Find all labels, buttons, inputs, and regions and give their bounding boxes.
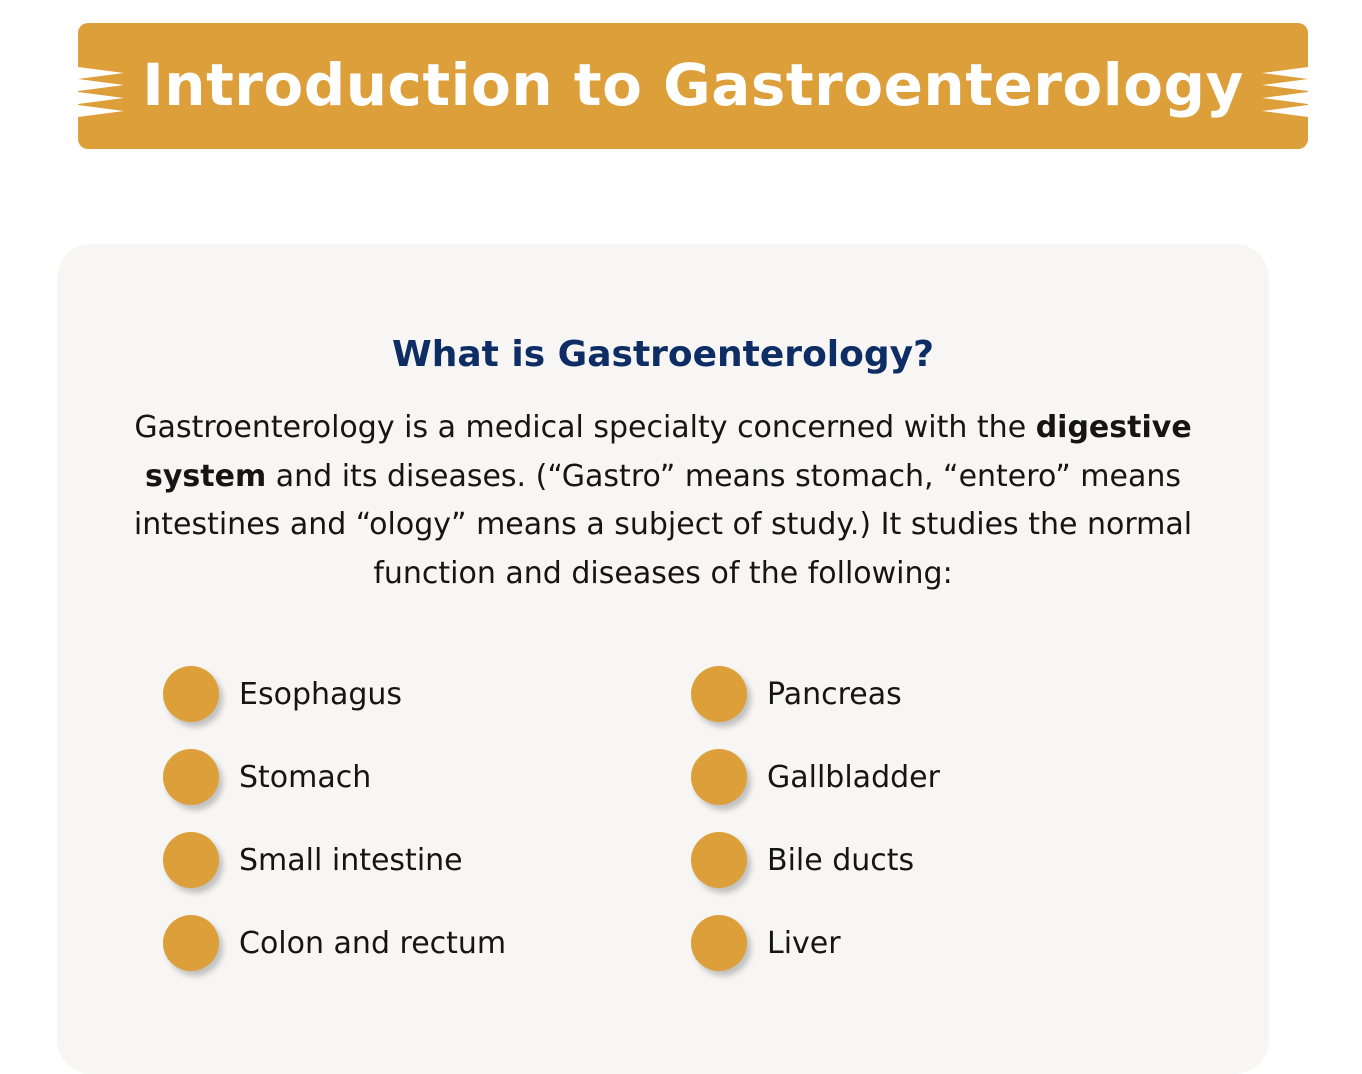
bullet-dot-icon bbox=[691, 749, 747, 805]
bullet-dot-icon bbox=[163, 915, 219, 971]
list-item bbox=[163, 749, 506, 805]
description-paragraph bbox=[97, 404, 1229, 598]
list-item-label: Gallbladder bbox=[767, 759, 940, 795]
title-banner bbox=[78, 23, 1308, 149]
organ-list-left bbox=[163, 666, 506, 998]
bullet-dot-icon bbox=[691, 832, 747, 888]
bullet-dot-icon bbox=[691, 666, 747, 722]
list-item bbox=[691, 915, 940, 971]
description-text: and its diseases. (“Gastro” means stomach, “entero” means intestines and “ology” means a subject of study.) It studies the normal function and diseases of the following: bbox=[133, 458, 1193, 591]
list-item-label: Liver bbox=[767, 925, 841, 961]
list-item bbox=[691, 749, 940, 805]
description-emphasis: digestive system bbox=[144, 410, 1192, 494]
organ-list-right bbox=[691, 666, 940, 998]
list-item bbox=[691, 666, 940, 722]
list-item bbox=[163, 832, 506, 888]
list-item bbox=[163, 915, 506, 971]
list-item-label: Esophagus bbox=[239, 676, 403, 712]
bullet-dot-icon bbox=[163, 832, 219, 888]
section-heading: What is Gastroenterology? bbox=[392, 334, 934, 375]
bullet-dot-icon bbox=[691, 915, 747, 971]
list-item-label: Stomach bbox=[239, 759, 372, 795]
bullet-dot-icon bbox=[163, 749, 219, 805]
list-item bbox=[691, 832, 940, 888]
info-card bbox=[57, 244, 1269, 1074]
list-item-label: Bile ducts bbox=[767, 842, 915, 878]
list-item-label: Pancreas bbox=[767, 676, 902, 712]
page-title: Introduction to Gastroenterology bbox=[142, 51, 1244, 119]
bullet-dot-icon bbox=[163, 666, 219, 722]
list-item-label: Small intestine bbox=[239, 842, 463, 878]
list-item-label: Colon and rectum bbox=[239, 925, 507, 961]
description-text: Gastroenterology is a medical specialty concerned with the bbox=[134, 410, 1036, 445]
list-item bbox=[163, 666, 506, 722]
